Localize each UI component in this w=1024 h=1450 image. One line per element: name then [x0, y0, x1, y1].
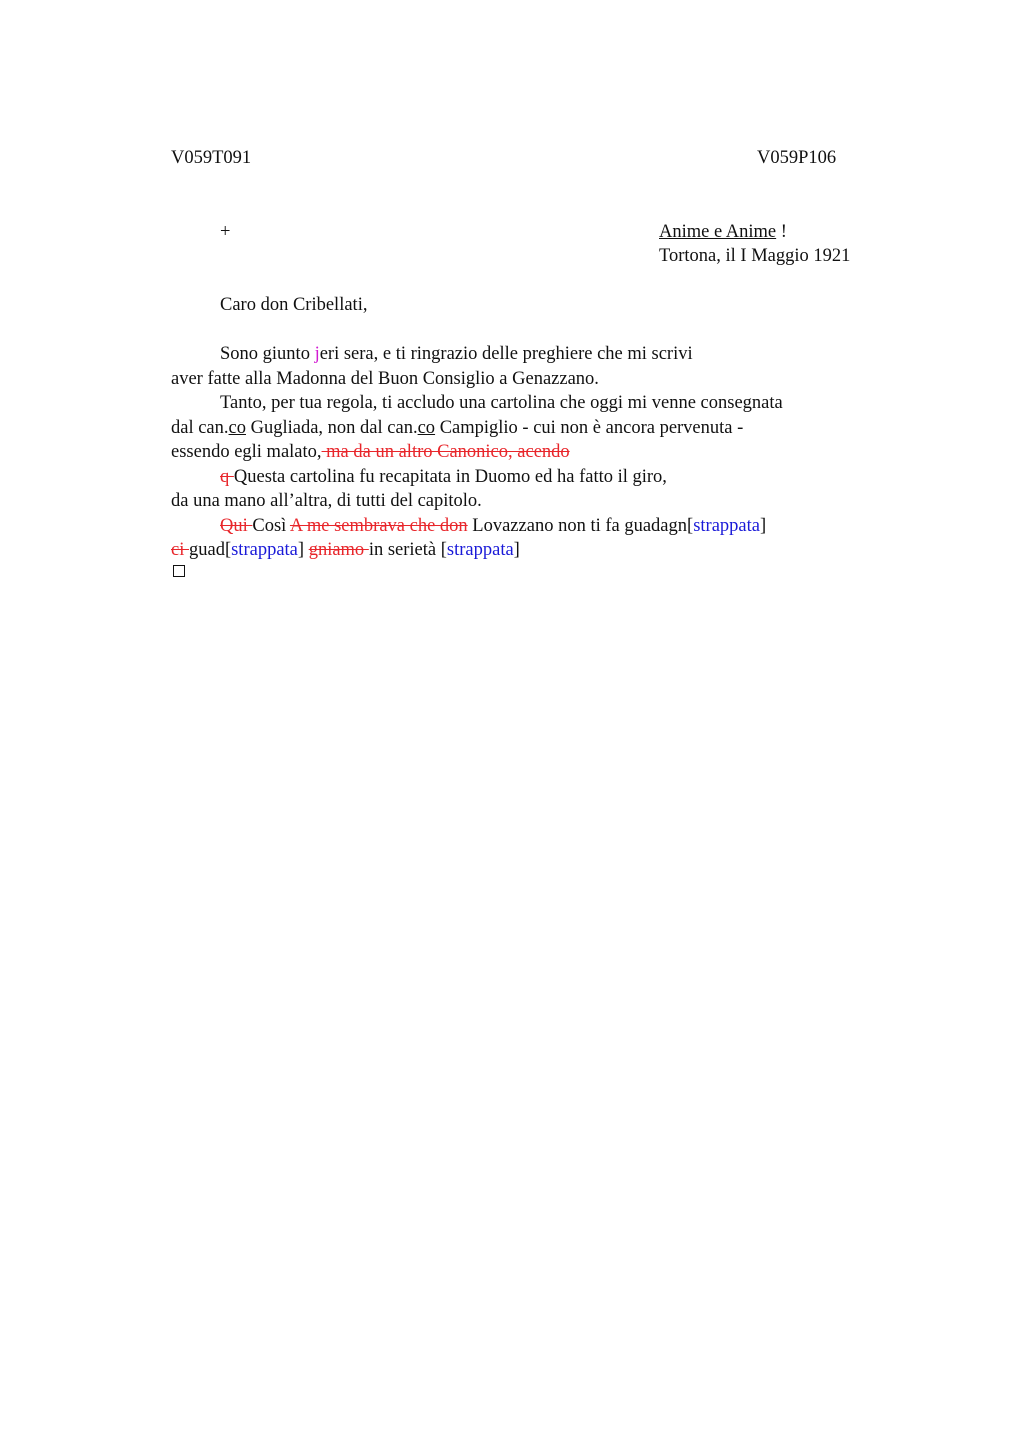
line-1 — [171, 342, 871, 367]
line-5 — [171, 440, 871, 465]
text: guad[ — [188, 540, 232, 560]
deleted-text: ci — [171, 540, 189, 560]
line-7 — [171, 489, 871, 514]
line-8 — [171, 514, 871, 539]
text: Gugliada, non dal can. — [246, 417, 418, 438]
text: dal can. — [171, 417, 229, 438]
text: eri sera, e ti ringrazio delle preghiere che mi scrivi — [319, 344, 693, 364]
end-box-icon — [173, 565, 185, 577]
line-4 — [171, 416, 871, 441]
text: Sono giunto — [220, 344, 315, 364]
line-6 — [171, 465, 871, 490]
text: Così — [252, 515, 290, 536]
document-code-right: V059P106 — [757, 148, 837, 168]
text: Lovazzano non ti fa guadagn[ — [467, 515, 694, 536]
text: Questa cartolina fu recapitata in Duomo ed ha fatto il giro, — [233, 466, 667, 487]
motto — [659, 220, 787, 245]
deleted-text: q — [220, 466, 234, 487]
line-2 — [171, 367, 871, 392]
document-code-left: V059T091 — [171, 148, 252, 168]
motto-underlined: Anime e Anime — [659, 222, 777, 242]
editorial-note: strappata — [693, 515, 760, 536]
salutation: Caro don Cribellati, — [220, 295, 368, 315]
cross-mark: + — [220, 222, 231, 242]
motto-suffix: ! — [776, 222, 787, 242]
abbreviation: co — [417, 417, 436, 438]
letter-body — [171, 342, 871, 563]
text: ] — [759, 515, 767, 536]
text: aver fatte alla Madonna del Buon Consiglio a Genazzano. — [171, 368, 599, 389]
line-9 — [171, 538, 871, 563]
inserted-letter: j — [314, 344, 320, 364]
deleted-text: A me sembrava che don — [289, 515, 468, 536]
place-date: Tortona, il I Maggio 1921 — [659, 246, 851, 266]
text: Tanto, per tua regola, ti accludo una cartolina che oggi mi venne consegnata — [220, 393, 783, 413]
text: ] — [297, 540, 309, 560]
deleted-text: gniamo — [308, 540, 369, 560]
text: da una mano all’altra, di tutti del capitolo. — [171, 491, 482, 511]
text: ] — [513, 540, 520, 560]
line-3 — [171, 391, 871, 416]
editorial-note: strappata — [446, 540, 514, 560]
editorial-note: strappata — [231, 540, 298, 560]
text: in serietà [ — [368, 540, 447, 560]
deleted-text: Qui — [220, 515, 253, 536]
text: essendo egli malato, — [171, 442, 322, 462]
abbreviation: co — [228, 417, 246, 438]
deleted-text: ma da un altro Canonico, acendo — [321, 442, 570, 462]
text: Campiglio - cui non è ancora pervenuta - — [435, 417, 744, 438]
